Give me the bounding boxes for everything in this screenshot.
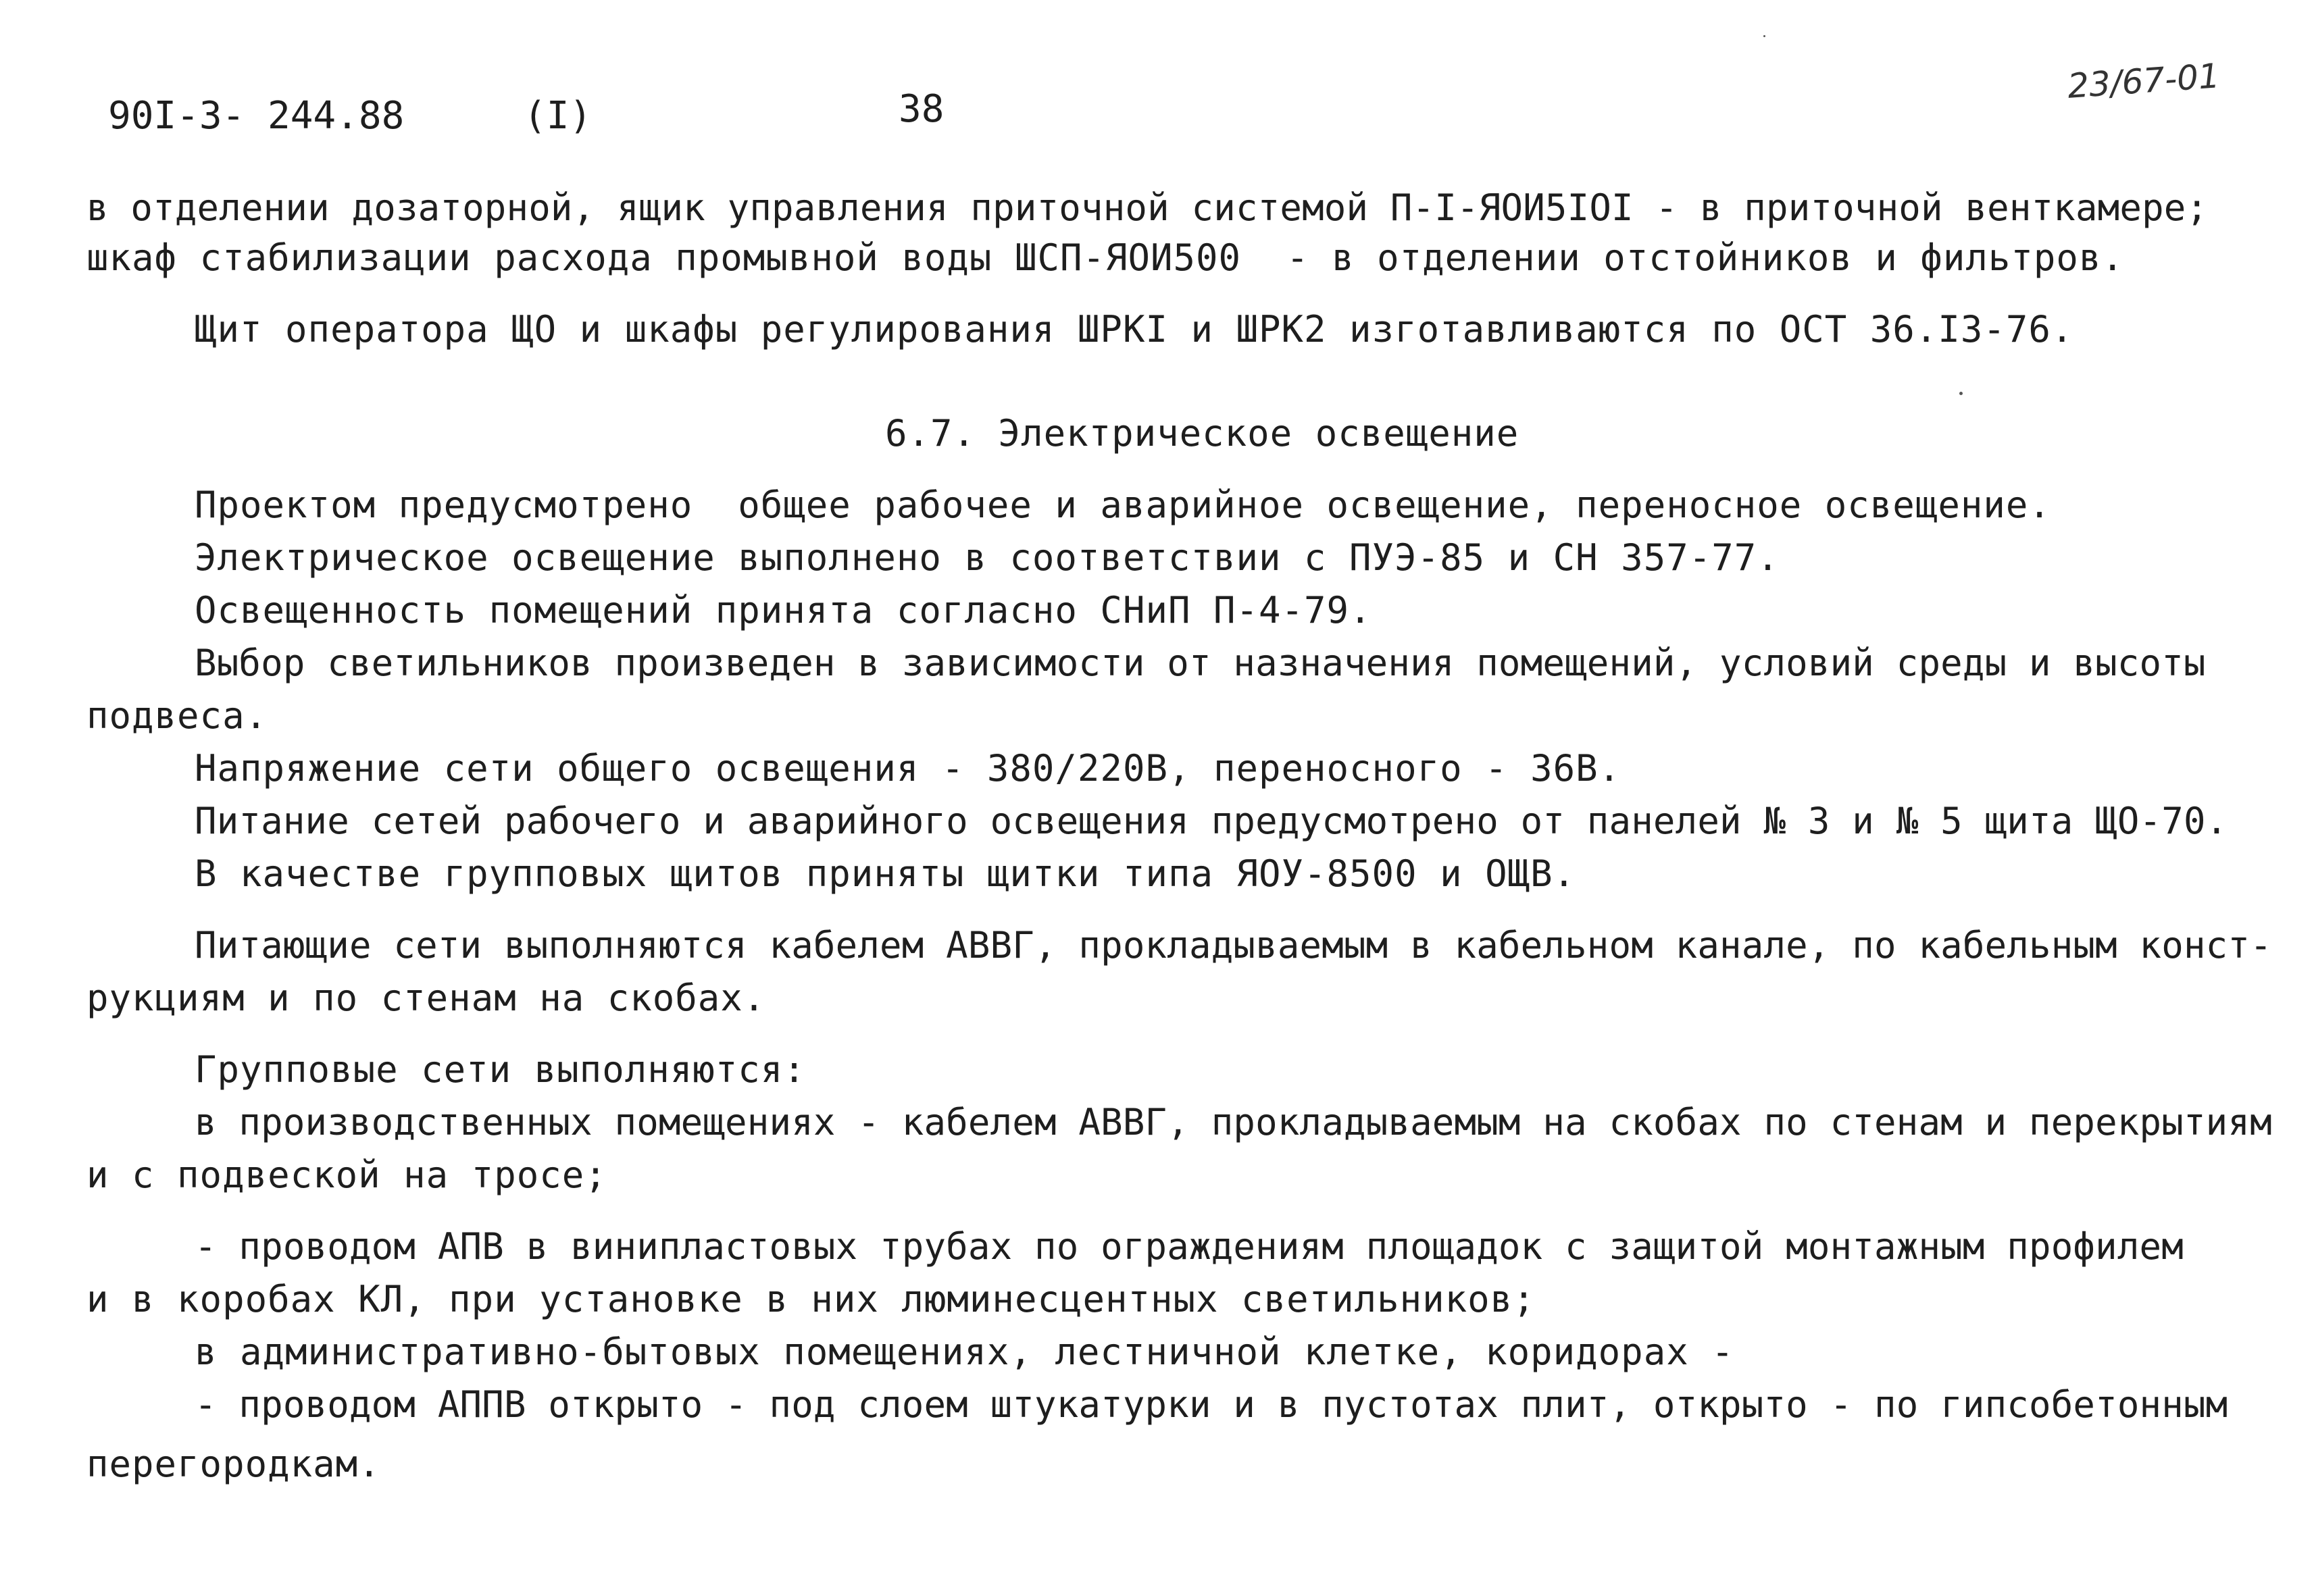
- body-line: - проводом АППВ открыто - под слоем штукатурки и в пустотах плит, открыто - по гипсобетонным: [195, 1383, 2228, 1426]
- body-line: Освещенность помещений принята согласно СНиП П-4-79.: [195, 589, 1372, 632]
- section-heading: 6.7. Электрическое освещение: [885, 412, 1519, 455]
- body-line: Напряжение сети общего освещения - 380/220В, переносного - 36В.: [195, 747, 1621, 790]
- body-line: Щит оператора ЩО и шкафы регулирования ШРКI и ШРК2 изготавливаются по ОСТ 36.I3-76.: [195, 308, 2074, 351]
- body-line: перегородкам.: [86, 1443, 381, 1485]
- body-line: и с подвеской на тросе;: [86, 1154, 607, 1196]
- body-line: Питание сетей рабочего и аварийного освещения предусмотрено от панелей № 3 и № 5 щита ЩО-70.: [195, 800, 2228, 842]
- body-line: В качестве групповых щитов приняты щитки типа ЯОУ-8500 и ОЩВ.: [195, 852, 1576, 895]
- body-line: Групповые сети выполняются:: [195, 1048, 806, 1091]
- body-line: Выбор светильников произведен в зависимости от назначения помещений, условий среды и высоты: [195, 642, 2206, 684]
- page-number: 38: [899, 87, 945, 131]
- body-line: и в коробах КЛ, при установке в них люминесцентных светильников;: [86, 1278, 1536, 1320]
- body-line: - проводом АПВ в винипластовых трубах по ограждениям площадок с защитой монтажным профилем: [195, 1225, 2184, 1268]
- scan-speck: [1763, 35, 1765, 37]
- body-line: Питающие сети выполняются кабелем АВВГ, прокладываемым в кабельном канале, по кабельным конст-: [195, 924, 2272, 967]
- archive-number: 23/67-01: [2066, 56, 2221, 106]
- body-line: в административно-бытовых помещениях, лестничной клетке, коридорах -: [195, 1331, 1734, 1373]
- body-line: Электрическое освещение выполнено в соответствии с ПУЭ-85 и СН 357-77.: [195, 536, 1780, 579]
- body-line: шкаф стабилизации расхода промывной воды ШСП-ЯОИ500 - в отделении отстойников и фильтров.: [86, 236, 2124, 279]
- document-code: 90I-3- 244.88: [108, 94, 405, 138]
- document-part: (I): [524, 94, 593, 138]
- body-line: в отделении дозаторной, ящик управления приточной системой П-I-ЯОИ5IOI - в приточной венткамере;: [86, 186, 2209, 229]
- body-line: подвеса.: [86, 694, 268, 737]
- body-line: в производственных помещениях - кабелем АВВГ, прокладываемым на скобах по стенам и перекрытиям: [195, 1101, 2272, 1143]
- body-line: Проектом предусмотрено общее рабочее и аварийное освещение, переносное освещение.: [195, 484, 2051, 526]
- scan-speck: [1959, 392, 1963, 395]
- body-line: рукциям и по стенам на скобах.: [86, 977, 766, 1019]
